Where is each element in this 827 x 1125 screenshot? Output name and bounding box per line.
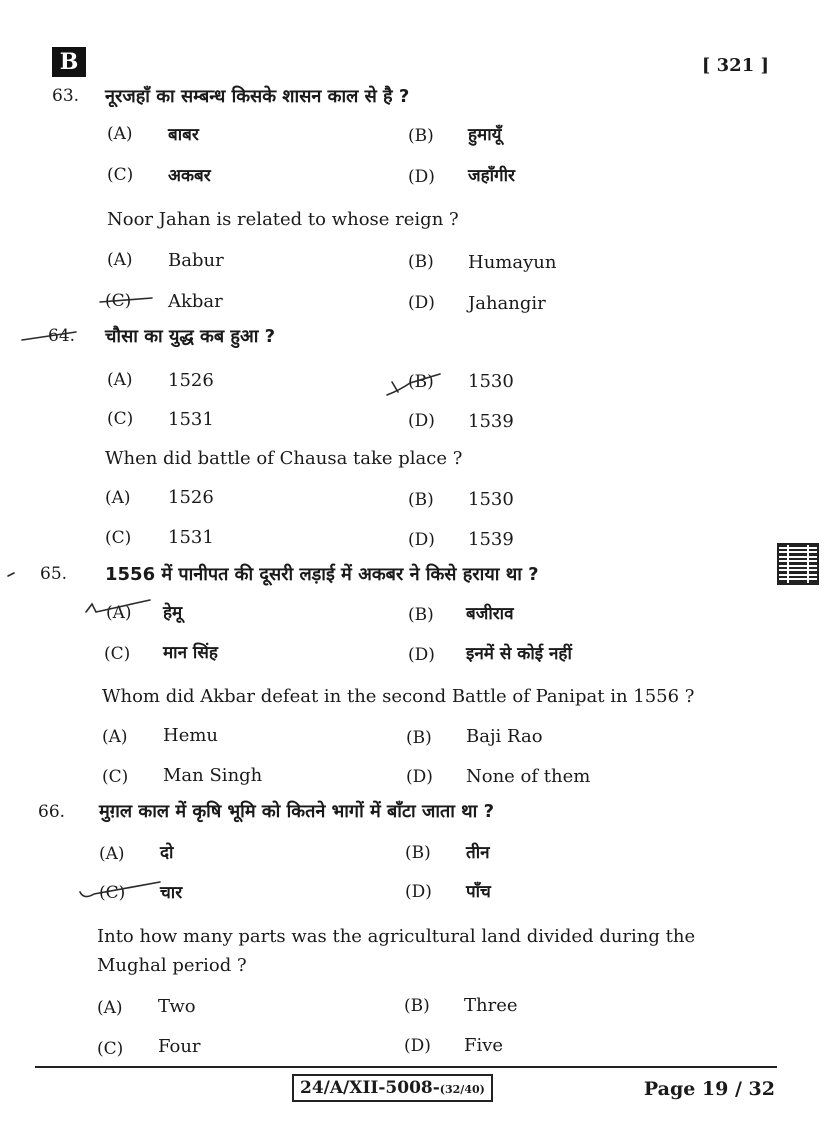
question-number: 64. [48,326,76,346]
option-label: (C) [105,291,132,311]
option-text: बाबर [168,125,199,145]
option-text: मान सिंह [163,643,218,663]
option-label: (A) [106,603,132,623]
question-text-hindi: नूरजहाँ का सम्बन्ध किसके शासन काल से है ? [105,86,410,107]
option-label: (D) [406,767,433,787]
strike-mark-q63 [100,298,152,302]
option-label: (A) [99,844,125,864]
option-label: (C) [99,883,126,903]
option-text: इनमें से कोई नहीं [466,644,572,664]
option-text: Hemu [163,725,219,746]
question-text-english-cont: Mughal period ? [97,955,247,976]
option-label: (A) [107,250,133,270]
option-text: Three [464,995,518,1016]
series-badge: B [52,47,86,77]
option-label: (D) [408,167,435,187]
option-text: None of them [466,766,591,787]
question-text-english: When did battle of Chausa take place ? [105,448,463,469]
option-label: (B) [408,490,434,510]
option-text: Humayun [468,252,557,273]
question-number: 65. [40,564,68,584]
question-text-english: Into how many parts was the agricultural land divided during the [97,926,696,947]
question-text-english: Whom did Akbar defeat in the second Battle of Panipat in 1556 ? [102,686,695,707]
option-label: (B) [404,996,430,1016]
option-label: (C) [107,165,134,185]
option-label: (D) [408,411,435,431]
question-text-hindi: चौसा का युद्ध कब हुआ ? [105,326,276,347]
option-label: (B) [408,126,434,146]
option-label: (A) [105,488,131,508]
option-text: दो [160,843,174,863]
strike-mark-q64 [22,332,76,340]
option-label: (B) [406,728,432,748]
option-text: Five [464,1035,504,1056]
option-label: (A) [107,124,133,144]
option-text: Jahangir [468,293,546,314]
question-number: 66. [38,802,66,822]
option-text: हेमू [163,603,183,623]
page-number: Page 19 / 32 [643,1078,775,1100]
option-label: (A) [97,998,123,1018]
option-text: 1530 [468,371,514,392]
option-text: 1531 [168,527,214,548]
option-label: (D) [404,1036,431,1056]
option-label: (B) [408,252,434,272]
option-text: बजीराव [466,604,514,624]
option-text: अकबर [168,166,211,186]
option-text: 1526 [168,487,214,508]
option-text: Two [158,996,196,1017]
option-label: (C) [107,409,134,429]
tick-mark-q64 [387,374,440,395]
option-text: Four [158,1036,201,1057]
footer-sheet-count: (32/40) [439,1083,485,1096]
option-label: (C) [102,767,129,787]
option-text: Man Singh [163,765,263,786]
question-text-hindi: मुग़ल काल में कृषि भूमि को कितने भागों में बाँटा जाता था ? [99,801,495,822]
option-label: (B) [408,372,434,392]
option-text: Babur [168,250,224,271]
footer-divider [35,1066,777,1068]
footer-paper-code [292,1074,493,1102]
option-text: 1531 [168,409,214,430]
option-text: चार [160,883,183,903]
option-text: हुमायूँ [468,125,502,145]
tick-mark-q66 [80,882,160,897]
option-text: पाँच [466,882,491,902]
option-text: 1539 [468,529,514,550]
question-text-hindi: 1556 में पानीपत की दूसरी लड़ाई में अकबर ने किसे हराया था ? [105,564,539,585]
question-number: 63. [52,86,80,106]
option-label: (D) [405,882,432,902]
option-label: (A) [102,727,128,747]
option-text: Akbar [168,291,223,312]
option-label: (D) [408,293,435,313]
option-text: जहाँगीर [468,166,515,186]
option-label: (A) [107,370,133,390]
option-text: 1539 [468,411,514,432]
option-text: Baji Rao [466,726,543,747]
option-label: (B) [405,843,431,863]
option-label: (D) [408,530,435,550]
qr-code-icon [777,543,819,585]
option-text: तीन [466,843,490,863]
option-text: 1530 [468,489,514,510]
question-text-english: Noor Jahan is related to whose reign ? [107,209,459,230]
footer-code-text: 24/A/XII-5008- [300,1078,440,1098]
option-label: (C) [97,1039,124,1059]
option-label: (B) [408,605,434,625]
tick-mark-q65 [86,600,150,612]
option-label: (C) [105,528,132,548]
option-text: 1526 [168,370,214,391]
option-label: (C) [104,644,131,664]
option-label: (D) [408,645,435,665]
paper-code: [ 321 ] [701,55,769,76]
